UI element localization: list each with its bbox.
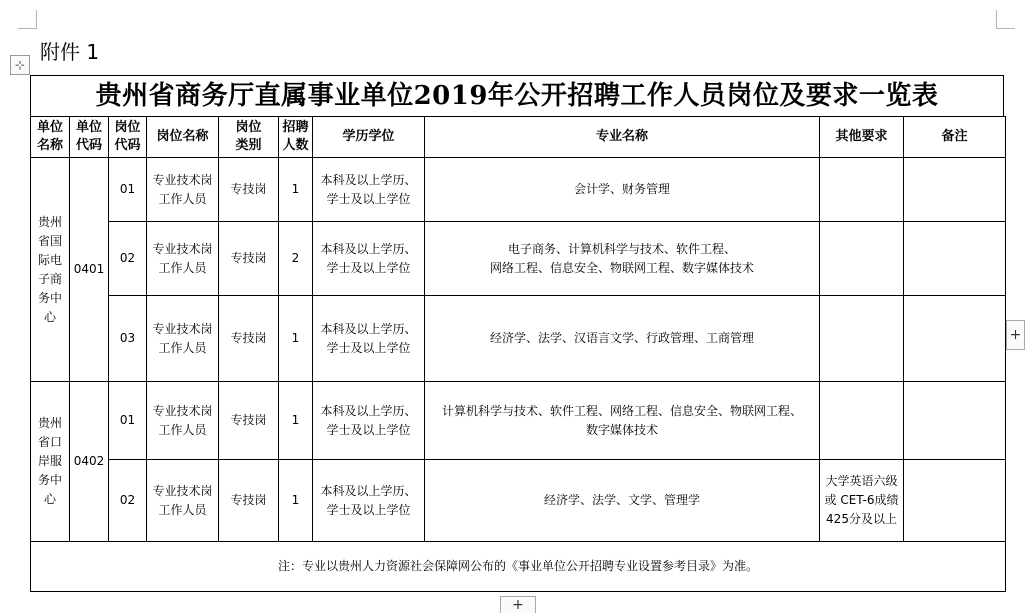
table-move-handle-icon[interactable]: ⊹ [10, 55, 30, 75]
other-cell: 大学英语六级 或 CET-6成绩 425分及以上 [820, 460, 904, 542]
major-cell: 经济学、法学、文学、管理学 [425, 460, 820, 542]
add-row-plus-icon[interactable]: + [500, 596, 536, 613]
post-code-cell: 02 [109, 460, 147, 542]
remark-cell [904, 382, 1006, 460]
table-row [31, 158, 1006, 222]
count-cell: 1 [279, 296, 313, 382]
table-row [31, 222, 1006, 296]
header-post-name: 岗位名称 [147, 117, 219, 158]
header-row [31, 117, 1006, 158]
post-name-cell: 专业技术岗 工作人员 [147, 296, 219, 382]
count-cell: 2 [279, 222, 313, 296]
recruitment-table [30, 116, 1006, 592]
header-other: 其他要求 [820, 117, 904, 158]
other-cell [820, 158, 904, 222]
table-row [31, 296, 1006, 382]
count-cell: 1 [279, 382, 313, 460]
major-cell: 计算机科学与技术、软件工程、网络工程、信息安全、物联网工程、 数字媒体技术 [425, 382, 820, 460]
header-count: 招聘 人数 [279, 117, 313, 158]
post-type-cell: 专技岗 [219, 296, 279, 382]
post-code-cell: 03 [109, 296, 147, 382]
post-name-cell: 专业技术岗 工作人员 [147, 382, 219, 460]
other-cell [820, 296, 904, 382]
table-row [31, 382, 1006, 460]
remark-cell [904, 222, 1006, 296]
remark-cell [904, 158, 1006, 222]
post-name-cell: 专业技术岗 工作人员 [147, 222, 219, 296]
header-remark: 备注 [904, 117, 1006, 158]
remark-cell [904, 460, 1006, 542]
note-row [31, 542, 1006, 592]
post-code-cell: 02 [109, 222, 147, 296]
crop-mark-top-left [18, 10, 37, 29]
unit-code-cell: 0402 [70, 382, 109, 542]
count-cell: 1 [279, 158, 313, 222]
post-code-cell: 01 [109, 158, 147, 222]
header-post-code: 岗位 代码 [109, 117, 147, 158]
post-type-cell: 专技岗 [219, 460, 279, 542]
post-type-cell: 专技岗 [219, 158, 279, 222]
post-name-cell: 专业技术岗 工作人员 [147, 460, 219, 542]
major-cell: 会计学、财务管理 [425, 158, 820, 222]
major-cell: 电子商务、计算机科学与技术、软件工程、 网络工程、信息安全、物联网工程、数字媒体技术 [425, 222, 820, 296]
education-cell: 本科及以上学历、 学士及以上学位 [313, 222, 425, 296]
post-type-cell: 专技岗 [219, 382, 279, 460]
remark-cell [904, 296, 1006, 382]
header-unit-name: 单位 名称 [31, 117, 70, 158]
education-cell: 本科及以上学历、 学士及以上学位 [313, 382, 425, 460]
unit-name-cell: 贵州 省口 岸服 务中 心 [31, 382, 70, 542]
header-post-type: 岗位 类别 [219, 117, 279, 158]
crop-mark-top-right [996, 10, 1015, 29]
unit-name-cell: 贵州 省国 际电 子商 务中 心 [31, 158, 70, 382]
add-column-plus-icon[interactable]: + [1006, 320, 1025, 350]
education-cell: 本科及以上学历、 学士及以上学位 [313, 158, 425, 222]
table-title: 贵州省商务厅直属事业单位2019年公开招聘工作人员岗位及要求一览表 [30, 75, 1004, 116]
attachment-label: 附件 1 [40, 40, 100, 64]
other-cell [820, 382, 904, 460]
table-row [31, 460, 1006, 542]
education-cell: 本科及以上学历、 学士及以上学位 [313, 460, 425, 542]
major-cell: 经济学、法学、汉语言文学、行政管理、工商管理 [425, 296, 820, 382]
header-unit-code: 单位 代码 [70, 117, 109, 158]
post-type-cell: 专技岗 [219, 222, 279, 296]
education-cell: 本科及以上学历、 学士及以上学位 [313, 296, 425, 382]
table-note: 注：专业以贵州人力资源社会保障网公布的《事业单位公开招聘专业设置参考目录》为准。 [31, 542, 1006, 592]
header-major: 专业名称 [425, 117, 820, 158]
post-name-cell: 专业技术岗 工作人员 [147, 158, 219, 222]
count-cell: 1 [279, 460, 313, 542]
unit-code-cell: 0401 [70, 158, 109, 382]
header-education: 学历学位 [313, 117, 425, 158]
other-cell [820, 222, 904, 296]
post-code-cell: 01 [109, 382, 147, 460]
